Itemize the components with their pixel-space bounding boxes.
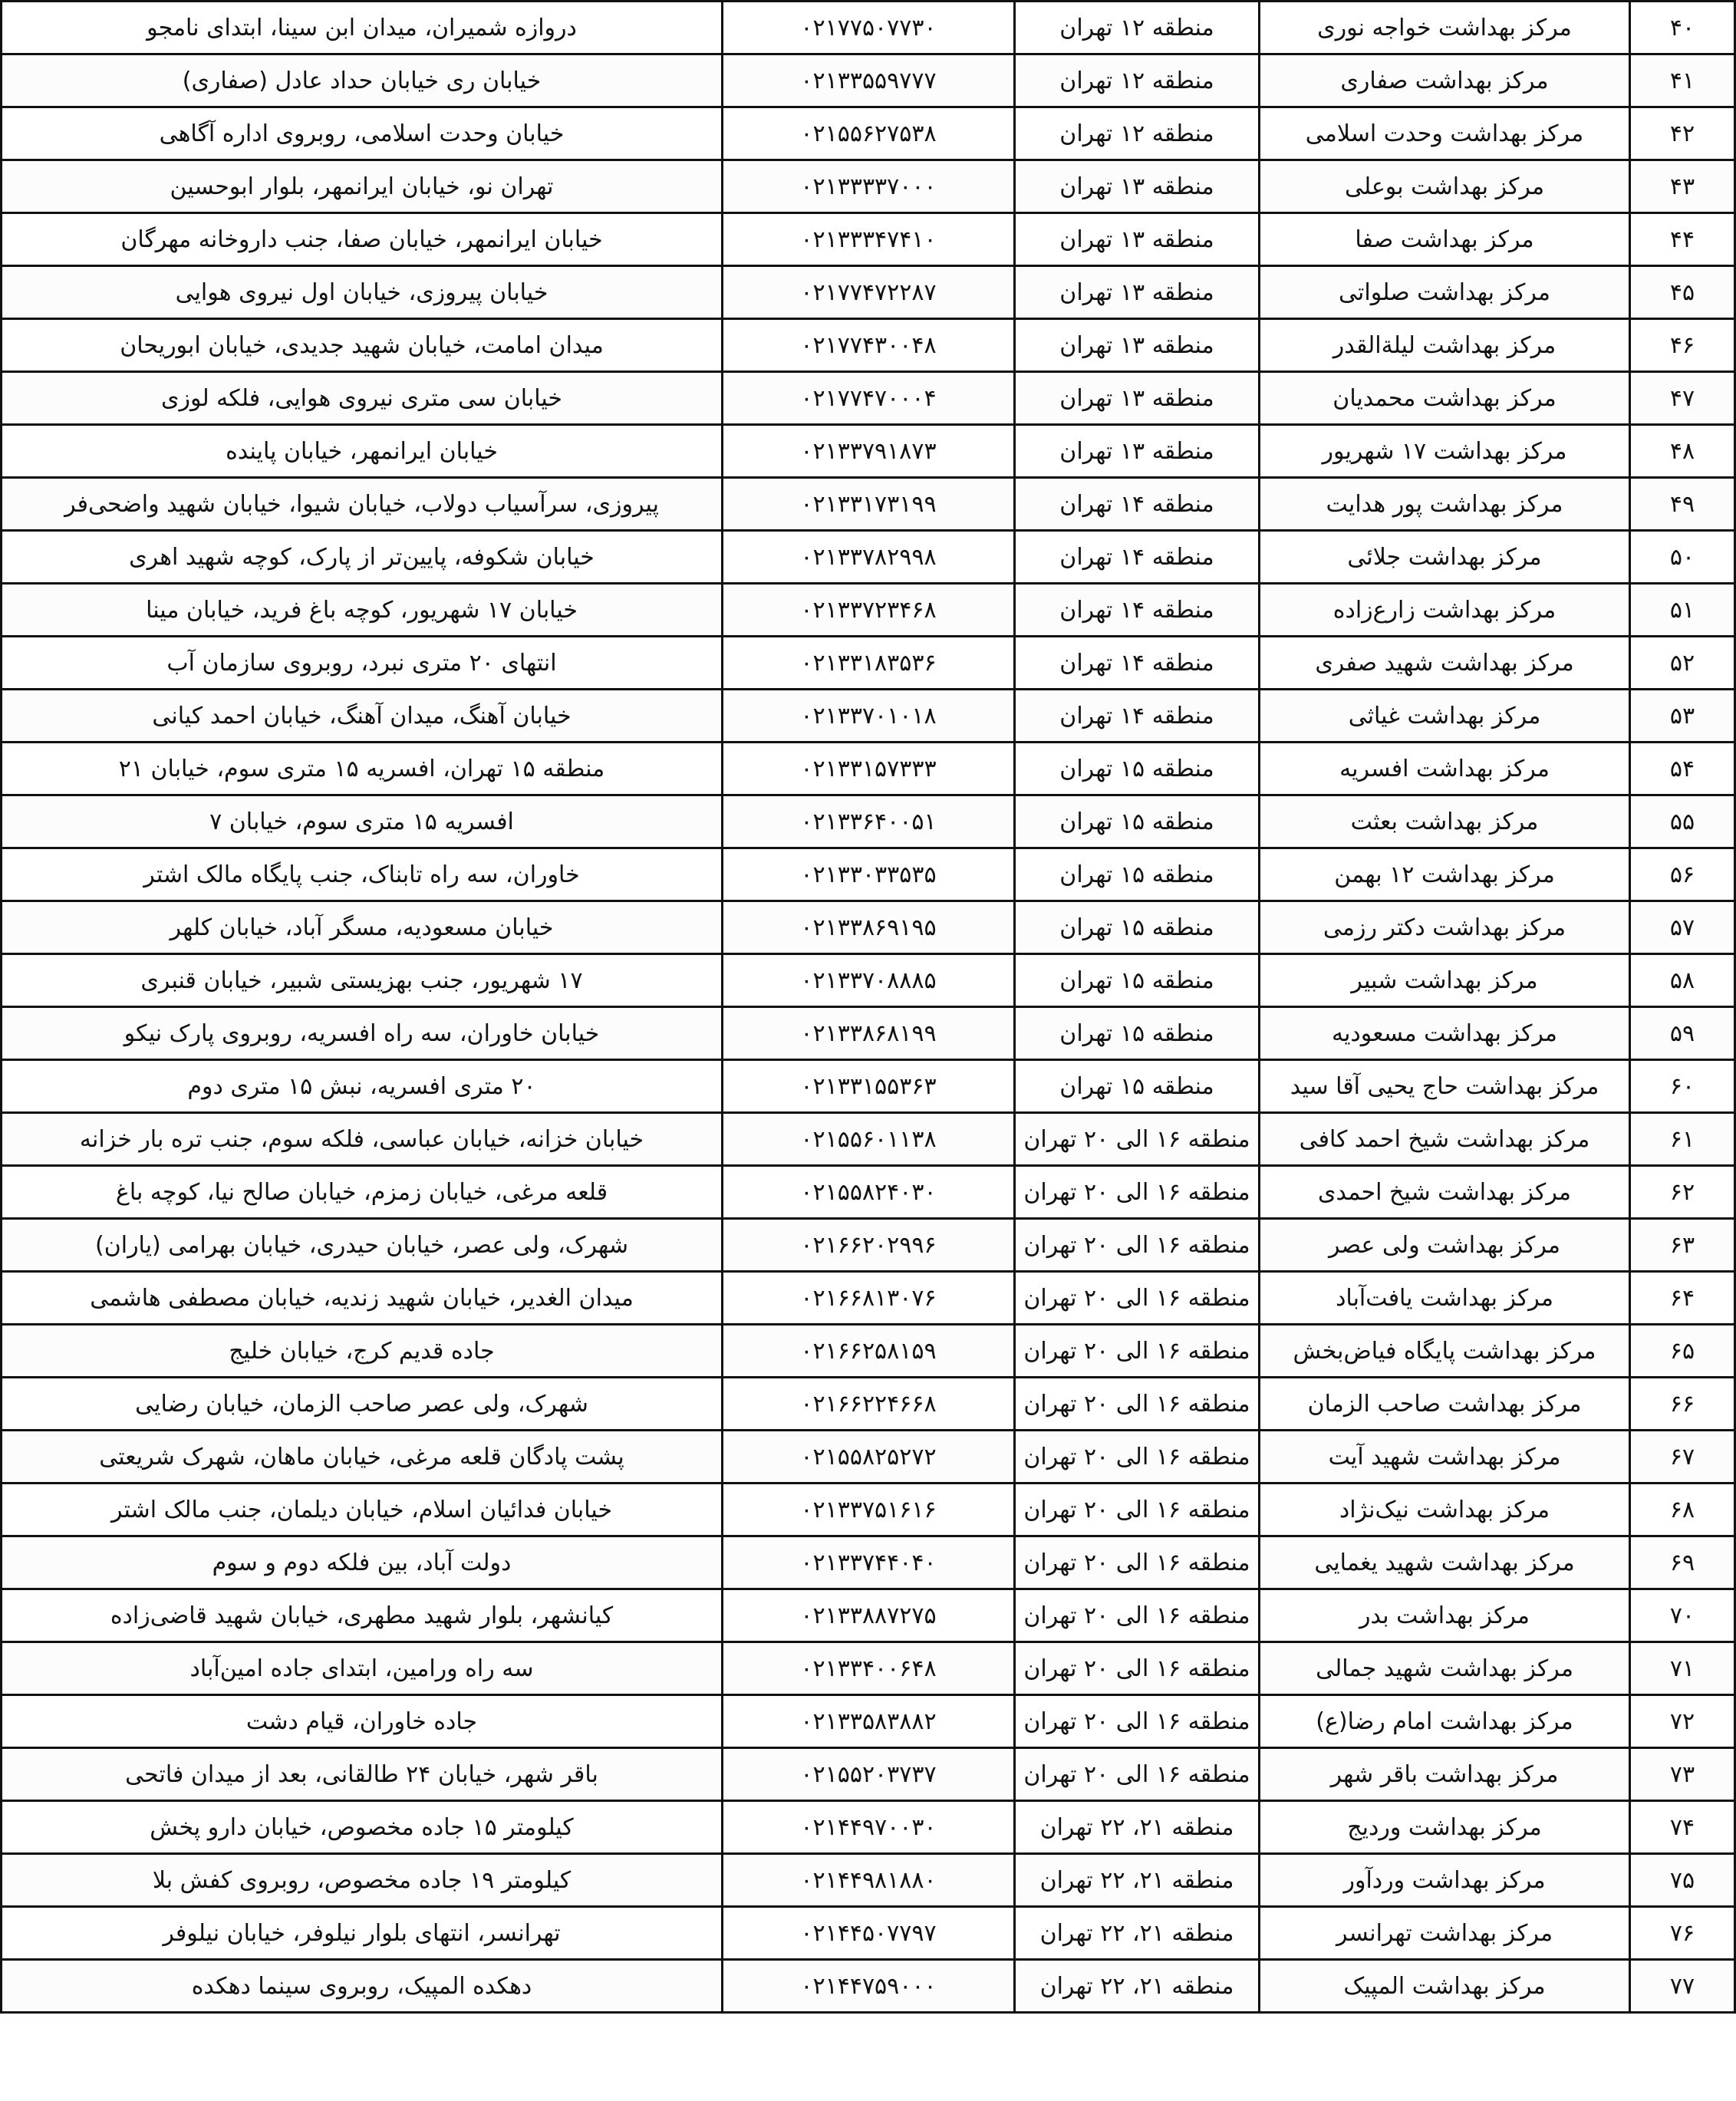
phone-number-cell: ۰۲۱۳۳۸۸۷۲۷۵ xyxy=(723,1589,1015,1642)
region-cell: منطقه ۱۶ الی ۲۰ تهران xyxy=(1015,1166,1260,1219)
table-row xyxy=(2,213,1735,266)
region-cell: منطقه ۲۱، ۲۲ تهران xyxy=(1015,1907,1260,1960)
row-number-cell: ۶۱ xyxy=(1630,1113,1735,1166)
address-cell: کیلومتر ۱۹ جاده مخصوص، روبروی کفش بلا xyxy=(2,1854,723,1907)
region-cell: منطقه ۱۲ تهران xyxy=(1015,107,1260,160)
region-cell: منطقه ۱۵ تهران xyxy=(1015,1060,1260,1113)
row-number-cell: ۷۶ xyxy=(1630,1907,1735,1960)
center-name-cell: مرکز بهداشت نیک‌نژاد xyxy=(1260,1484,1630,1536)
region-cell: منطقه ۱۵ تهران xyxy=(1015,901,1260,954)
table-row xyxy=(2,1378,1735,1431)
address-cell: خیابان ۱۷ شهریور، کوچه باغ فرید، خیابان مینا xyxy=(2,584,723,637)
address-cell: خیابان خاوران، سه راه افسریه، روبروی پارک نیکو xyxy=(2,1007,723,1060)
address-cell: کیانشهر، بلوار شهید مطهری، خیابان شهید قاضی‌زاده xyxy=(2,1589,723,1642)
center-name-cell: مرکز بهداشت بوعلی xyxy=(1260,160,1630,213)
phone-number-cell: ۰۲۱۶۶۲۰۲۹۹۶ xyxy=(723,1219,1015,1272)
row-number-cell: ۴۸ xyxy=(1630,425,1735,478)
center-name-cell: مرکز بهداشت وردیج xyxy=(1260,1801,1630,1854)
phone-number-cell: ۰۲۱۳۳۱۷۳۱۹۹ xyxy=(723,478,1015,531)
address-cell: انتهای ۲۰ متری نبرد، روبروی سازمان آب xyxy=(2,637,723,690)
center-name-cell: مرکز بهداشت محمدیان xyxy=(1260,372,1630,425)
region-cell: منطقه ۱۶ الی ۲۰ تهران xyxy=(1015,1642,1260,1695)
phone-number-cell: ۰۲۱۳۳۱۸۳۵۳۶ xyxy=(723,637,1015,690)
address-cell: خیابان مسعودیه، مسگر آباد، خیابان کلهر xyxy=(2,901,723,954)
address-cell: خیابان پیروزی، خیابان اول نیروی هوایی xyxy=(2,266,723,319)
address-cell: تهرانسر، انتهای بلوار نیلوفر، خیابان نیلوفر xyxy=(2,1907,723,1960)
address-cell: افسریه ۱۵ متری سوم، خیابان ۷ xyxy=(2,795,723,848)
phone-number-cell: ۰۲۱۳۳۷۵۱۶۱۶ xyxy=(723,1484,1015,1536)
phone-number-cell: ۰۲۱۳۳۶۴۰۰۵۱ xyxy=(723,795,1015,848)
phone-number-cell: ۰۲۱۳۳۷۰۱۰۱۸ xyxy=(723,690,1015,743)
region-cell: منطقه ۱۶ الی ۲۰ تهران xyxy=(1015,1113,1260,1166)
phone-number-cell: ۰۲۱۷۷۴۷۲۲۸۷ xyxy=(723,266,1015,319)
center-name-cell: مرکز بهداشت صفاری xyxy=(1260,54,1630,107)
center-name-cell: مرکز بهداشت پور هدایت xyxy=(1260,478,1630,531)
region-cell: منطقه ۱۳ تهران xyxy=(1015,425,1260,478)
row-number-cell: ۴۱ xyxy=(1630,54,1735,107)
address-cell: خیابان آهنگ، میدان آهنگ، خیابان احمد کیانی xyxy=(2,690,723,743)
address-cell: خیابان شکوفه، پایین‌تر از پارک، کوچه شهید اهری xyxy=(2,531,723,584)
row-number-cell: ۵۸ xyxy=(1630,954,1735,1007)
row-number-cell: ۶۳ xyxy=(1630,1219,1735,1272)
region-cell: منطقه ۱۶ الی ۲۰ تهران xyxy=(1015,1325,1260,1378)
row-number-cell: ۶۵ xyxy=(1630,1325,1735,1378)
region-cell: منطقه ۱۳ تهران xyxy=(1015,319,1260,372)
region-cell: منطقه ۱۶ الی ۲۰ تهران xyxy=(1015,1219,1260,1272)
phone-number-cell: ۰۲۱۳۳۱۵۵۳۶۳ xyxy=(723,1060,1015,1113)
phone-number-cell: ۰۲۱۳۳۱۵۷۳۳۳ xyxy=(723,743,1015,795)
phone-number-cell: ۰۲۱۵۵۶۲۷۵۳۸ xyxy=(723,107,1015,160)
table-row xyxy=(2,1484,1735,1536)
row-number-cell: ۷۱ xyxy=(1630,1642,1735,1695)
region-cell: منطقه ۱۵ تهران xyxy=(1015,743,1260,795)
table-row xyxy=(2,160,1735,213)
region-cell: منطقه ۱۳ تهران xyxy=(1015,213,1260,266)
address-cell: باقر شهر، خیابان ۲۴ طالقانی، بعد از میدان فاتحی xyxy=(2,1748,723,1801)
region-cell: منطقه ۱۴ تهران xyxy=(1015,478,1260,531)
row-number-cell: ۶۶ xyxy=(1630,1378,1735,1431)
center-name-cell: مرکز بهداشت ۱۲ بهمن xyxy=(1260,848,1630,901)
address-cell: دولت آباد، بین فلکه دوم و سوم xyxy=(2,1536,723,1589)
center-name-cell: مرکز بهداشت شهید جمالی xyxy=(1260,1642,1630,1695)
phone-number-cell: ۰۲۱۳۳۴۰۰۶۴۸ xyxy=(723,1642,1015,1695)
row-number-cell: ۴۲ xyxy=(1630,107,1735,160)
table-row xyxy=(2,1325,1735,1378)
table-row xyxy=(2,1272,1735,1325)
table-row xyxy=(2,2,1735,54)
region-cell: منطقه ۱۴ تهران xyxy=(1015,690,1260,743)
center-name-cell: مرکز بهداشت المپیک xyxy=(1260,1960,1630,2013)
region-cell: منطقه ۲۱، ۲۲ تهران xyxy=(1015,1960,1260,2013)
address-cell: سه راه ورامین، ابتدای جاده امین‌آباد xyxy=(2,1642,723,1695)
center-name-cell: مرکز بهداشت ولی عصر xyxy=(1260,1219,1630,1272)
address-cell: شهرک، ولی عصر، خیابان حیدری، خیابان بهرامی (یاران) xyxy=(2,1219,723,1272)
center-name-cell: مرکز بهداشت وردآور xyxy=(1260,1854,1630,1907)
address-cell: خاوران، سه راه تابناک، جنب پایگاه مالک اشتر xyxy=(2,848,723,901)
address-cell: کیلومتر ۱۵ جاده مخصوص، خیابان دارو پخش xyxy=(2,1801,723,1854)
row-number-cell: ۶۲ xyxy=(1630,1166,1735,1219)
center-name-cell: مرکز بهداشت بعثت xyxy=(1260,795,1630,848)
region-cell: منطقه ۲۱، ۲۲ تهران xyxy=(1015,1854,1260,1907)
phone-number-cell: ۰۲۱۳۳۷۸۲۹۹۸ xyxy=(723,531,1015,584)
phone-number-cell: ۰۲۱۳۳۰۳۳۵۳۵ xyxy=(723,848,1015,901)
row-number-cell: ۴۹ xyxy=(1630,478,1735,531)
table-row xyxy=(2,1748,1735,1801)
center-name-cell: مرکز بهداشت لیلةالقدر xyxy=(1260,319,1630,372)
center-name-cell: مرکز بهداشت خواجه نوری xyxy=(1260,2,1630,54)
table-row xyxy=(2,901,1735,954)
table-row xyxy=(2,425,1735,478)
row-number-cell: ۷۰ xyxy=(1630,1589,1735,1642)
phone-number-cell: ۰۲۱۶۶۸۱۳۰۷۶ xyxy=(723,1272,1015,1325)
center-name-cell: مرکز بهداشت صفا xyxy=(1260,213,1630,266)
region-cell: منطقه ۱۵ تهران xyxy=(1015,795,1260,848)
row-number-cell: ۵۹ xyxy=(1630,1007,1735,1060)
table-row xyxy=(2,478,1735,531)
phone-number-cell: ۰۲۱۵۵۸۲۵۲۷۲ xyxy=(723,1431,1015,1484)
row-number-cell: ۴۷ xyxy=(1630,372,1735,425)
address-cell: میدان الغدیر، خیابان شهید زندیه، خیابان مصطفی هاشمی xyxy=(2,1272,723,1325)
row-number-cell: ۶۹ xyxy=(1630,1536,1735,1589)
address-cell: جاده خاوران، قیام دشت xyxy=(2,1695,723,1748)
region-cell: منطقه ۱۴ تهران xyxy=(1015,637,1260,690)
phone-number-cell: ۰۲۱۳۳۳۴۷۴۱۰ xyxy=(723,213,1015,266)
region-cell: منطقه ۱۶ الی ۲۰ تهران xyxy=(1015,1431,1260,1484)
region-cell: منطقه ۱۲ تهران xyxy=(1015,54,1260,107)
phone-number-cell: ۰۲۱۳۳۸۶۹۱۹۵ xyxy=(723,901,1015,954)
row-number-cell: ۶۰ xyxy=(1630,1060,1735,1113)
row-number-cell: ۴۰ xyxy=(1630,2,1735,54)
phone-number-cell: ۰۲۱۷۷۵۰۷۷۳۰ xyxy=(723,2,1015,54)
phone-number-cell: ۰۲۱۶۶۲۲۴۶۶۸ xyxy=(723,1378,1015,1431)
row-number-cell: ۶۴ xyxy=(1630,1272,1735,1325)
table-row xyxy=(2,1854,1735,1907)
table-row xyxy=(2,795,1735,848)
row-number-cell: ۵۴ xyxy=(1630,743,1735,795)
address-cell: میدان امامت، خیابان شهید جدیدی، خیابان ابوریحان xyxy=(2,319,723,372)
center-name-cell: مرکز بهداشت بدر xyxy=(1260,1589,1630,1642)
center-name-cell: مرکز بهداشت شیخ احمدی xyxy=(1260,1166,1630,1219)
table-body xyxy=(2,2,1735,2013)
address-cell: ۱۷ شهریور، جنب بهزیستی شبیر، خیابان قنبری xyxy=(2,954,723,1007)
phone-number-cell: ۰۲۱۳۳۷۰۸۸۸۵ xyxy=(723,954,1015,1007)
table-row xyxy=(2,637,1735,690)
row-number-cell: ۵۶ xyxy=(1630,848,1735,901)
center-name-cell: مرکز بهداشت یافت‌آباد xyxy=(1260,1272,1630,1325)
table-row xyxy=(2,584,1735,637)
row-number-cell: ۵۳ xyxy=(1630,690,1735,743)
region-cell: منطقه ۱۶ الی ۲۰ تهران xyxy=(1015,1272,1260,1325)
center-name-cell: مرکز بهداشت شهید آیت xyxy=(1260,1431,1630,1484)
table-row xyxy=(2,1219,1735,1272)
row-number-cell: ۷۷ xyxy=(1630,1960,1735,2013)
address-cell: خیابان ایرانمهر، خیابان صفا، جنب داروخانه مهرگان xyxy=(2,213,723,266)
row-number-cell: ۵۵ xyxy=(1630,795,1735,848)
table-row xyxy=(2,1536,1735,1589)
address-cell: خیابان فدائیان اسلام، خیابان دیلمان، جنب مالک اشتر xyxy=(2,1484,723,1536)
table-row xyxy=(2,690,1735,743)
table-row xyxy=(2,1801,1735,1854)
address-cell: دهکده المپیک، روبروی سینما دهکده xyxy=(2,1960,723,2013)
table-row xyxy=(2,1431,1735,1484)
table-row xyxy=(2,1060,1735,1113)
row-number-cell: ۴۶ xyxy=(1630,319,1735,372)
phone-number-cell: ۰۲۱۳۳۸۶۸۱۹۹ xyxy=(723,1007,1015,1060)
region-cell: منطقه ۱۳ تهران xyxy=(1015,266,1260,319)
row-number-cell: ۵۷ xyxy=(1630,901,1735,954)
row-number-cell: ۵۲ xyxy=(1630,637,1735,690)
table-row xyxy=(2,107,1735,160)
region-cell: منطقه ۲۱، ۲۲ تهران xyxy=(1015,1801,1260,1854)
table-row xyxy=(2,1907,1735,1960)
region-cell: منطقه ۱۳ تهران xyxy=(1015,160,1260,213)
row-number-cell: ۷۴ xyxy=(1630,1801,1735,1854)
center-name-cell: مرکز بهداشت صلواتی xyxy=(1260,266,1630,319)
address-cell: قلعه مرغی، خیابان زمزم، خیابان صالح نیا، کوچه باغ xyxy=(2,1166,723,1219)
center-name-cell: مرکز بهداشت جلائی xyxy=(1260,531,1630,584)
address-cell: پیروزی، سرآسیاب دولاب، خیابان شیوا، خیابان شهید واضحی‌فر xyxy=(2,478,723,531)
phone-number-cell: ۰۲۱۴۴۹۷۰۰۳۰ xyxy=(723,1801,1015,1854)
row-number-cell: ۷۵ xyxy=(1630,1854,1735,1907)
center-name-cell: مرکز بهداشت شهید یغمایی xyxy=(1260,1536,1630,1589)
center-name-cell: مرکز بهداشت صاحب الزمان xyxy=(1260,1378,1630,1431)
center-name-cell: مرکز بهداشت شهید صفری xyxy=(1260,637,1630,690)
table-row xyxy=(2,266,1735,319)
center-name-cell: مرکز بهداشت افسریه xyxy=(1260,743,1630,795)
region-cell: منطقه ۱۶ الی ۲۰ تهران xyxy=(1015,1484,1260,1536)
center-name-cell: مرکز بهداشت شیخ احمد کافی xyxy=(1260,1113,1630,1166)
row-number-cell: ۷۲ xyxy=(1630,1695,1735,1748)
region-cell: منطقه ۱۴ تهران xyxy=(1015,584,1260,637)
table-row xyxy=(2,1589,1735,1642)
address-cell: خیابان وحدت اسلامی، روبروی اداره آگاهی xyxy=(2,107,723,160)
table-row xyxy=(2,1113,1735,1166)
phone-number-cell: ۰۲۱۳۳۷۲۳۴۶۸ xyxy=(723,584,1015,637)
region-cell: منطقه ۱۶ الی ۲۰ تهران xyxy=(1015,1536,1260,1589)
center-name-cell: مرکز بهداشت دکتر رزمی xyxy=(1260,901,1630,954)
phone-number-cell: ۰۲۱۵۵۲۰۳۷۳۷ xyxy=(723,1748,1015,1801)
table-row xyxy=(2,372,1735,425)
region-cell: منطقه ۱۳ تهران xyxy=(1015,372,1260,425)
row-number-cell: ۷۳ xyxy=(1630,1748,1735,1801)
address-cell: خیابان ایرانمهر، خیابان پاینده xyxy=(2,425,723,478)
table-row xyxy=(2,531,1735,584)
center-name-cell: مرکز بهداشت باقر شهر xyxy=(1260,1748,1630,1801)
table-row xyxy=(2,1960,1735,2013)
region-cell: منطقه ۱۶ الی ۲۰ تهران xyxy=(1015,1748,1260,1801)
phone-number-cell: ۰۲۱۶۶۲۵۸۱۵۹ xyxy=(723,1325,1015,1378)
table-row xyxy=(2,954,1735,1007)
address-cell: ۲۰ متری افسریه، نبش ۱۵ متری دوم xyxy=(2,1060,723,1113)
address-cell: شهرک، ولی عصر صاحب الزمان، خیابان رضایی xyxy=(2,1378,723,1431)
center-name-cell: مرکز بهداشت زارع‌زاده xyxy=(1260,584,1630,637)
phone-number-cell: ۰۲۱۳۳۷۹۱۸۷۳ xyxy=(723,425,1015,478)
address-cell: خیابان خزانه، خیابان عباسی، فلکه سوم، جنب تره بار خزانه xyxy=(2,1113,723,1166)
row-number-cell: ۵۱ xyxy=(1630,584,1735,637)
center-name-cell: مرکز بهداشت وحدت اسلامی xyxy=(1260,107,1630,160)
row-number-cell: ۴۴ xyxy=(1630,213,1735,266)
table-row xyxy=(2,1642,1735,1695)
row-number-cell: ۶۸ xyxy=(1630,1484,1735,1536)
phone-number-cell: ۰۲۱۳۳۳۳۷۰۰۰ xyxy=(723,160,1015,213)
address-cell: خیابان سی متری نیروی هوایی، فلکه لوزی xyxy=(2,372,723,425)
table-row xyxy=(2,319,1735,372)
address-cell: خیابان ری خیابان حداد عادل (صفاری) xyxy=(2,54,723,107)
address-cell: پشت پادگان قلعه مرغی، خیابان ماهان، شهرک شریعتی xyxy=(2,1431,723,1484)
region-cell: منطقه ۱۵ تهران xyxy=(1015,1007,1260,1060)
address-cell: تهران نو، خیابان ایرانمهر، بلوار ابوحسین xyxy=(2,160,723,213)
row-number-cell: ۶۷ xyxy=(1630,1431,1735,1484)
row-number-cell: ۴۳ xyxy=(1630,160,1735,213)
phone-number-cell: ۰۲۱۴۴۹۸۱۸۸۰ xyxy=(723,1854,1015,1907)
center-name-cell: مرکز بهداشت تهرانسر xyxy=(1260,1907,1630,1960)
row-number-cell: ۴۵ xyxy=(1630,266,1735,319)
table-row xyxy=(2,1695,1735,1748)
row-number-cell: ۵۰ xyxy=(1630,531,1735,584)
center-name-cell: مرکز بهداشت حاج یحیی آقا سید xyxy=(1260,1060,1630,1113)
region-cell: منطقه ۱۶ الی ۲۰ تهران xyxy=(1015,1378,1260,1431)
region-cell: منطقه ۱۲ تهران xyxy=(1015,2,1260,54)
phone-number-cell: ۰۲۱۳۳۵۸۳۸۸۲ xyxy=(723,1695,1015,1748)
center-name-cell: مرکز بهداشت ۱۷ شهریور xyxy=(1260,425,1630,478)
table-row xyxy=(2,1166,1735,1219)
center-name-cell: مرکز بهداشت مسعودیه xyxy=(1260,1007,1630,1060)
table-row xyxy=(2,54,1735,107)
table-row xyxy=(2,1007,1735,1060)
table-row xyxy=(2,848,1735,901)
center-name-cell: مرکز بهداشت غیاثی xyxy=(1260,690,1630,743)
center-name-cell: مرکز بهداشت امام رضا(ع) xyxy=(1260,1695,1630,1748)
address-cell: منطقه ۱۵ تهران، افسریه ۱۵ متری سوم، خیابان ۲۱ xyxy=(2,743,723,795)
phone-number-cell: ۰۲۱۳۳۷۴۴۰۴۰ xyxy=(723,1536,1015,1589)
center-name-cell: مرکز بهداشت پایگاه فیاض‌بخش xyxy=(1260,1325,1630,1378)
phone-number-cell: ۰۲۱۷۷۴۳۰۰۴۸ xyxy=(723,319,1015,372)
region-cell: منطقه ۱۴ تهران xyxy=(1015,531,1260,584)
region-cell: منطقه ۱۶ الی ۲۰ تهران xyxy=(1015,1589,1260,1642)
phone-number-cell: ۰۲۱۴۴۵۰۷۷۹۷ xyxy=(723,1907,1015,1960)
phone-number-cell: ۰۲۱۷۷۴۷۰۰۰۴ xyxy=(723,372,1015,425)
address-cell: جاده قدیم کرج، خیابان خلیج xyxy=(2,1325,723,1378)
center-name-cell: مرکز بهداشت شبیر xyxy=(1260,954,1630,1007)
phone-number-cell: ۰۲۱۳۳۵۵۹۷۷۷ xyxy=(723,54,1015,107)
phone-number-cell: ۰۲۱۴۴۷۵۹۰۰۰ xyxy=(723,1960,1015,2013)
region-cell: منطقه ۱۵ تهران xyxy=(1015,848,1260,901)
table-row xyxy=(2,743,1735,795)
address-cell: دروازه شمیران، میدان ابن سینا، ابتدای نامجو xyxy=(2,2,723,54)
region-cell: منطقه ۱۵ تهران xyxy=(1015,954,1260,1007)
phone-number-cell: ۰۲۱۵۵۶۰۱۱۳۸ xyxy=(723,1113,1015,1166)
region-cell: منطقه ۱۶ الی ۲۰ تهران xyxy=(1015,1695,1260,1748)
phone-number-cell: ۰۲۱۵۵۸۲۴۰۳۰ xyxy=(723,1166,1015,1219)
